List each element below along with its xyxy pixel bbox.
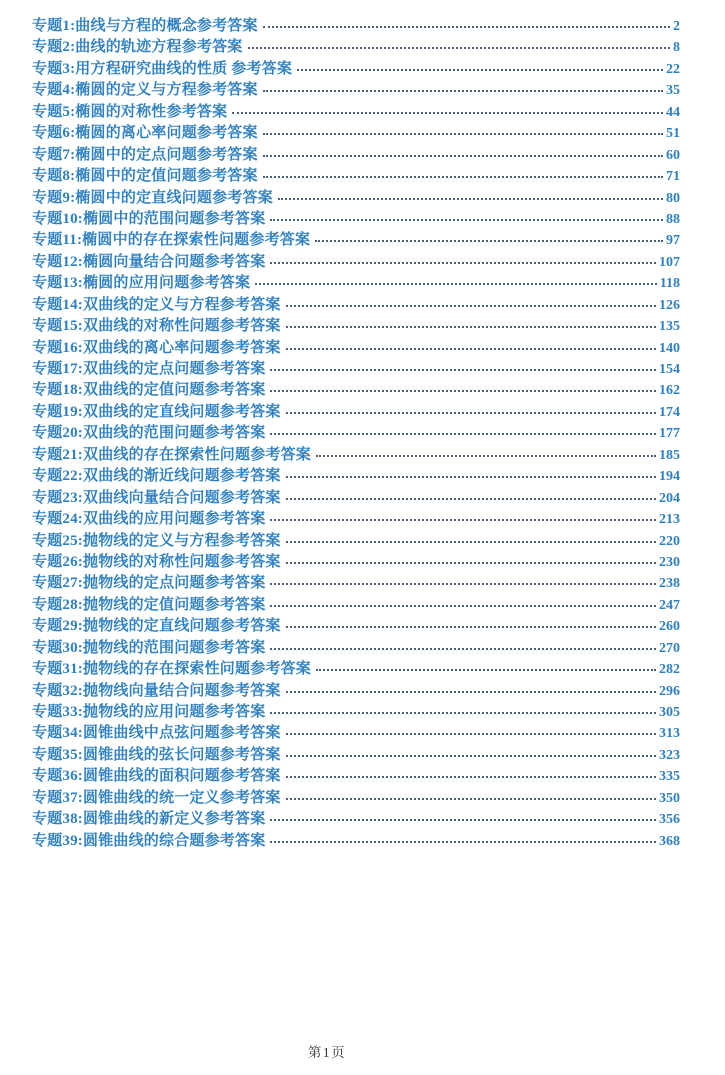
toc-entry-label: 专题3:用方程研究曲线的性质 参考答案 bbox=[32, 60, 293, 77]
toc-entry[interactable] bbox=[32, 336, 680, 357]
dotted-leader bbox=[270, 648, 656, 650]
toc-entry-page: 270 bbox=[659, 640, 680, 656]
toc-entry-page: 185 bbox=[659, 447, 680, 463]
toc-entry[interactable] bbox=[32, 829, 680, 850]
toc-entry[interactable] bbox=[32, 57, 680, 78]
toc-entry[interactable] bbox=[32, 35, 680, 56]
toc-entry-label: 专题22:双曲线的渐近线问题参考答案 bbox=[32, 468, 281, 485]
toc-entry-page: 296 bbox=[659, 683, 680, 699]
toc-entry-label: 专题6:椭圆的离心率问题参考答案 bbox=[32, 125, 258, 142]
dotted-leader bbox=[286, 476, 656, 478]
toc-entry[interactable] bbox=[32, 743, 680, 764]
toc-entry-label: 专题27:抛物线的定点问题参考答案 bbox=[32, 575, 266, 592]
toc-entry-label: 专题21:双曲线的存在探索性问题参考答案 bbox=[32, 446, 311, 463]
toc-entry-page: 126 bbox=[659, 297, 680, 313]
toc-entry-label: 专题16:双曲线的离心率问题参考答案 bbox=[32, 339, 281, 356]
dotted-leader bbox=[270, 219, 663, 221]
toc-entry-page: 313 bbox=[659, 726, 680, 742]
toc-entry-label: 专题19:双曲线的定直线问题参考答案 bbox=[32, 403, 281, 420]
dotted-leader bbox=[263, 155, 663, 157]
toc-entry[interactable] bbox=[32, 250, 680, 271]
toc-entry[interactable] bbox=[32, 78, 680, 99]
dotted-leader bbox=[270, 583, 656, 585]
toc-entry-page: 140 bbox=[659, 340, 680, 356]
toc-entry-page: 97 bbox=[666, 233, 680, 249]
toc-entry-label: 专题13:椭圆的应用问题参考答案 bbox=[32, 275, 251, 292]
dotted-leader bbox=[270, 369, 656, 371]
toc-entry-page: 60 bbox=[666, 147, 680, 163]
toc-entry[interactable] bbox=[32, 657, 680, 678]
toc-entry-label: 专题39:圆锥曲线的综合题参考答案 bbox=[32, 832, 266, 849]
dotted-leader bbox=[315, 240, 663, 242]
dotted-leader bbox=[270, 712, 656, 714]
dotted-leader bbox=[316, 455, 656, 457]
toc-entry-page: 213 bbox=[659, 512, 680, 528]
toc-entry-page: 135 bbox=[659, 319, 680, 335]
toc-entry-page: 35 bbox=[666, 83, 680, 99]
toc-entry-label: 专题23:双曲线向量结合问题参考答案 bbox=[32, 489, 281, 506]
page-footer: 第1页 bbox=[307, 1045, 347, 1060]
dotted-leader bbox=[316, 669, 656, 671]
toc-entry-page: 335 bbox=[659, 769, 680, 785]
dotted-leader bbox=[255, 283, 657, 285]
toc-entry-label: 专题24:双曲线的应用问题参考答案 bbox=[32, 511, 266, 528]
toc-entry-page: 2 bbox=[673, 19, 680, 34]
toc-entry-label: 专题30:抛物线的范围问题参考答案 bbox=[32, 639, 266, 656]
toc-entry[interactable] bbox=[32, 700, 680, 721]
toc-entry-label: 专题26:抛物线的对称性问题参考答案 bbox=[32, 553, 281, 570]
toc-entry-page: 71 bbox=[666, 169, 680, 185]
dotted-leader bbox=[286, 733, 656, 735]
dotted-leader bbox=[286, 348, 656, 350]
toc-entry-page: 368 bbox=[659, 833, 680, 849]
toc-entry-page: 44 bbox=[666, 104, 680, 120]
toc-entry-label: 专题34:圆锥曲线中点弦问题参考答案 bbox=[32, 725, 281, 742]
toc-entry-label: 专题38:圆锥曲线的新定义参考答案 bbox=[32, 811, 266, 828]
dotted-leader bbox=[286, 412, 656, 414]
toc-entry-page: 194 bbox=[659, 469, 680, 485]
toc-entry-label: 专题17:双曲线的定点问题参考答案 bbox=[32, 361, 266, 377]
toc-entry[interactable] bbox=[32, 121, 680, 142]
toc-list bbox=[32, 14, 680, 850]
dotted-leader bbox=[286, 755, 656, 757]
toc-entry[interactable] bbox=[32, 421, 680, 442]
dotted-leader bbox=[286, 626, 656, 628]
dotted-leader bbox=[263, 90, 663, 92]
toc-entry[interactable] bbox=[32, 14, 680, 35]
toc-entry[interactable] bbox=[32, 143, 680, 164]
toc-entry-label: 专题4:椭圆的定义与方程参考答案 bbox=[32, 82, 258, 99]
toc-entry-page: 154 bbox=[659, 362, 680, 377]
toc-entry-page: 51 bbox=[666, 126, 680, 142]
toc-entry[interactable] bbox=[32, 486, 680, 507]
toc-entry[interactable] bbox=[32, 228, 680, 249]
toc-entry[interactable] bbox=[32, 679, 680, 700]
dotted-leader bbox=[263, 176, 663, 178]
toc-entry-label: 专题14:双曲线的定义与方程参考答案 bbox=[32, 296, 281, 313]
toc-entry-label: 专题2:曲线的轨迹方程参考答案 bbox=[32, 39, 243, 56]
toc-entry[interactable] bbox=[32, 186, 680, 207]
toc-entry-label: 专题9:椭圆中的定直线问题参考答案 bbox=[32, 189, 273, 206]
toc-entry-label: 专题1:曲线与方程的概念参考答案 bbox=[32, 18, 258, 34]
toc-entry-label: 专题29:抛物线的定直线问题参考答案 bbox=[32, 618, 281, 635]
toc-entry[interactable] bbox=[32, 529, 680, 550]
toc-entry-page: 118 bbox=[659, 276, 680, 292]
toc-entry[interactable] bbox=[32, 614, 680, 635]
toc-entry-label: 专题11:椭圆中的存在探索性问题参考答案 bbox=[32, 232, 311, 249]
dotted-leader bbox=[286, 776, 656, 778]
toc-entry-page: 260 bbox=[659, 619, 680, 635]
dotted-leader bbox=[286, 691, 656, 693]
toc-entry[interactable] bbox=[32, 636, 680, 657]
toc-entry-page: 162 bbox=[659, 383, 680, 399]
toc-entry-page: 8 bbox=[673, 40, 680, 56]
toc-entry[interactable] bbox=[32, 550, 680, 571]
toc-entry-page: 174 bbox=[659, 404, 680, 420]
toc-entry-label: 专题12:椭圆向量结合问题参考答案 bbox=[32, 253, 266, 270]
toc-entry-page: 204 bbox=[659, 490, 680, 506]
toc-entry-page: 350 bbox=[659, 790, 680, 806]
toc-entry-page: 282 bbox=[659, 662, 680, 678]
dotted-leader bbox=[286, 305, 656, 307]
dotted-leader bbox=[286, 498, 656, 500]
toc-entry-page: 22 bbox=[666, 61, 680, 77]
toc-entry-page: 305 bbox=[659, 705, 680, 720]
toc-entry[interactable] bbox=[32, 443, 680, 464]
dotted-leader bbox=[270, 433, 656, 435]
toc-entry[interactable] bbox=[32, 293, 680, 314]
dotted-leader bbox=[263, 26, 670, 28]
toc-entry-page: 238 bbox=[659, 576, 680, 592]
toc-entry-label: 专题5:椭圆的对称性参考答案 bbox=[32, 103, 228, 120]
toc-entry-label: 专题35:圆锥曲线的弦长问题参考答案 bbox=[32, 746, 281, 763]
toc-entry-label: 专题20:双曲线的范围问题参考答案 bbox=[32, 425, 266, 442]
toc-entry-page: 80 bbox=[666, 190, 680, 206]
toc-entry-label: 专题36:圆锥曲线的面积问题参考答案 bbox=[32, 768, 281, 785]
toc-entry[interactable] bbox=[32, 357, 680, 378]
toc-entry-page: 247 bbox=[659, 597, 680, 613]
toc-entry[interactable] bbox=[32, 786, 680, 807]
toc-entry-page: 356 bbox=[659, 812, 680, 828]
toc-entry[interactable] bbox=[32, 207, 680, 228]
toc-entry-page: 88 bbox=[666, 211, 680, 227]
dotted-leader bbox=[270, 605, 656, 607]
toc-entry-label: 专题32:抛物线向量结合问题参考答案 bbox=[32, 682, 281, 699]
toc-entry[interactable] bbox=[32, 271, 680, 292]
toc-entry-label: 专题31:抛物线的存在探索性问题参考答案 bbox=[32, 661, 311, 678]
dotted-leader bbox=[286, 562, 656, 564]
dotted-leader bbox=[248, 47, 671, 49]
toc-entry[interactable] bbox=[32, 807, 680, 828]
toc-entry[interactable] bbox=[32, 314, 680, 335]
dotted-leader bbox=[270, 262, 656, 264]
toc-entry-page: 323 bbox=[659, 747, 680, 763]
dotted-leader bbox=[278, 198, 663, 200]
toc-entry-page: 220 bbox=[659, 533, 680, 549]
toc-entry-label: 专题37:圆锥曲线的统一定义参考答案 bbox=[32, 789, 281, 806]
toc-entry[interactable] bbox=[32, 100, 680, 121]
toc-entry[interactable] bbox=[32, 378, 680, 399]
dotted-leader bbox=[286, 541, 656, 543]
dotted-leader bbox=[297, 69, 663, 71]
toc-entry-page: 107 bbox=[659, 254, 680, 270]
toc-entry-label: 专题25:抛物线的定义与方程参考答案 bbox=[32, 532, 281, 549]
toc-entry[interactable] bbox=[32, 464, 680, 485]
dotted-leader bbox=[263, 133, 663, 135]
toc-entry-label: 专题10:椭圆中的范围问题参考答案 bbox=[32, 210, 266, 227]
dotted-leader bbox=[270, 519, 656, 521]
toc-entry[interactable] bbox=[32, 164, 680, 185]
toc-entry-page: 177 bbox=[659, 426, 680, 442]
dotted-leader bbox=[286, 326, 656, 328]
toc-entry-label: 专题28:抛物线的定值问题参考答案 bbox=[32, 596, 266, 613]
toc-entry-page: 230 bbox=[659, 554, 680, 570]
toc-entry-label: 专题8:椭圆中的定值问题参考答案 bbox=[32, 168, 258, 185]
dotted-leader bbox=[286, 798, 656, 800]
toc-entry-label: 专题33:抛物线的应用问题参考答案 bbox=[32, 704, 266, 720]
toc-entry[interactable] bbox=[32, 571, 680, 592]
dotted-leader bbox=[270, 390, 656, 392]
toc-entry[interactable] bbox=[32, 593, 680, 614]
toc-entry-label: 专题7:椭圆中的定点问题参考答案 bbox=[32, 146, 258, 163]
dotted-leader bbox=[270, 841, 656, 843]
toc-entry-label: 专题15:双曲线的对称性问题参考答案 bbox=[32, 318, 281, 335]
toc-entry[interactable] bbox=[32, 507, 680, 528]
toc-entry-label: 专题18:双曲线的定值问题参考答案 bbox=[32, 382, 266, 399]
toc-entry[interactable] bbox=[32, 400, 680, 421]
dotted-leader bbox=[270, 819, 656, 821]
dotted-leader bbox=[232, 112, 663, 114]
toc-entry[interactable] bbox=[32, 764, 680, 785]
toc-entry[interactable] bbox=[32, 721, 680, 742]
